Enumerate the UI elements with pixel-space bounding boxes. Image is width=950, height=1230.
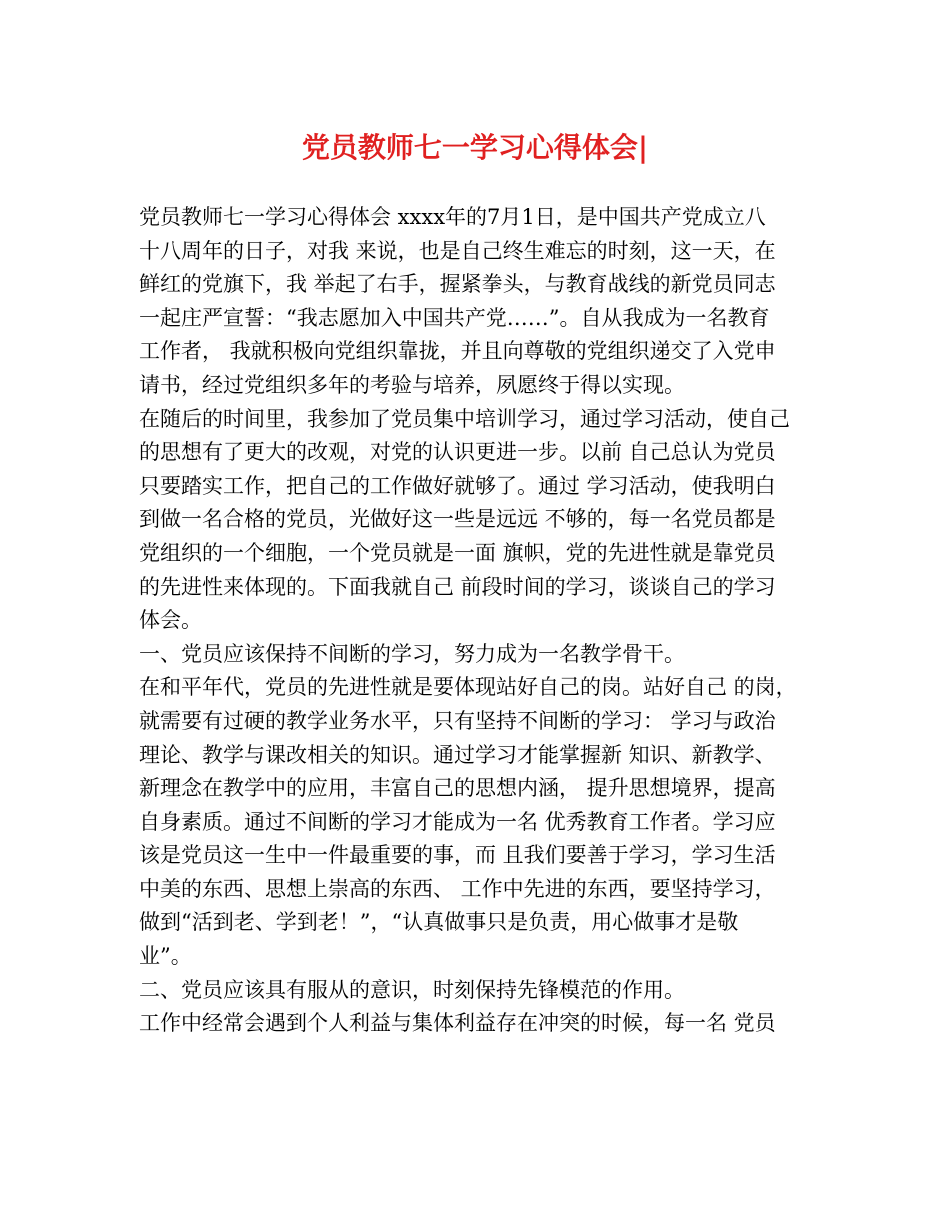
text-line: 的思想有了更大的改观，对党的认识更进一步。以前 自己总认为党员	[139, 440, 776, 465]
text-line: 鲜红的党旗下，我 举起了右手，握紧拳头，与教育战线的新党员同志	[139, 272, 776, 297]
text-line: 请书，经过党组织多年的考验与培养，夙愿终于得以实现。	[139, 372, 685, 397]
document-title: 党员教师七一学习心得体会|	[301, 131, 649, 164]
text-line: 新理念在教学中的应用，丰富自己的思想内涵， 提升思想境界，提高	[139, 776, 776, 801]
text-line: 只要踏实工作，把自己的工作做好就够了。通过 学习活动，使我明白	[139, 473, 776, 498]
text-line: 一、党员应该保持不间断的学习，努力成为一名教学骨干。	[139, 641, 685, 666]
text-line: 业”。	[139, 944, 192, 969]
text-line: 就需要有过硬的教学业务水平，只有坚持不间断的学习： 学习与政治	[139, 708, 776, 733]
text-line: 党组织的一个细胞，一个党员就是一面 旗帜，党的先进性就是靠党员	[139, 540, 776, 565]
text-line: 工作者， 我就积极向党组织靠拢，并且向尊敬的党组织递交了入党申	[139, 339, 776, 364]
text-line: 一起庄严宣誓：“我志愿加入中国共产党……”。自从我成为一名教育	[139, 305, 770, 330]
text-line: 二、党员应该具有服从的意识，时刻保持先锋模范的作用。	[139, 977, 685, 1002]
text-line: 党员教师七一学习心得体会 xxxx年的7月1日，是中国共产党成立八	[139, 205, 766, 229]
text-line: 到做一名合格的党员，光做好这一些是远远 不够的，每一名党员都是	[139, 507, 776, 532]
text-line: 做到“活到老、学到老！”，“认真做事只是负责，用心做事才是敬	[139, 910, 739, 935]
document-body	[139, 201, 819, 1041]
text-line: 十八周年的日子，对我 来说，也是自己终生难忘的时刻，这一天，在	[139, 238, 776, 263]
text-line: 中美的东西、思想上崇高的东西、 工作中先进的东西，要坚持学习，	[139, 876, 776, 901]
text-line: 理论、教学与课改相关的知识。通过学习才能掌握新 知识、新教学、	[139, 742, 776, 767]
text-line: 的先进性来体现的。下面我就自己 前段时间的学习，谈谈自己的学习	[139, 574, 776, 599]
text-line: 体会。	[139, 608, 202, 633]
text-line: 在和平年代，党员的先进性就是要体现站好自己的岗。站好自己 的岗，	[139, 675, 797, 700]
text-line: 自身素质。通过不间断的学习才能成为一名 优秀教育工作者。学习应	[139, 809, 776, 834]
text-line: 工作中经常会遇到个人利益与集体利益存在冲突的时候，每一名 党员	[139, 1011, 776, 1036]
text-line: 该是党员这一生中一件最重要的事，而 且我们要善于学习，学习生活	[139, 843, 776, 868]
text-line: 在随后的时间里，我参加了党员集中培训学习，通过学习活动，使自己	[139, 406, 790, 431]
